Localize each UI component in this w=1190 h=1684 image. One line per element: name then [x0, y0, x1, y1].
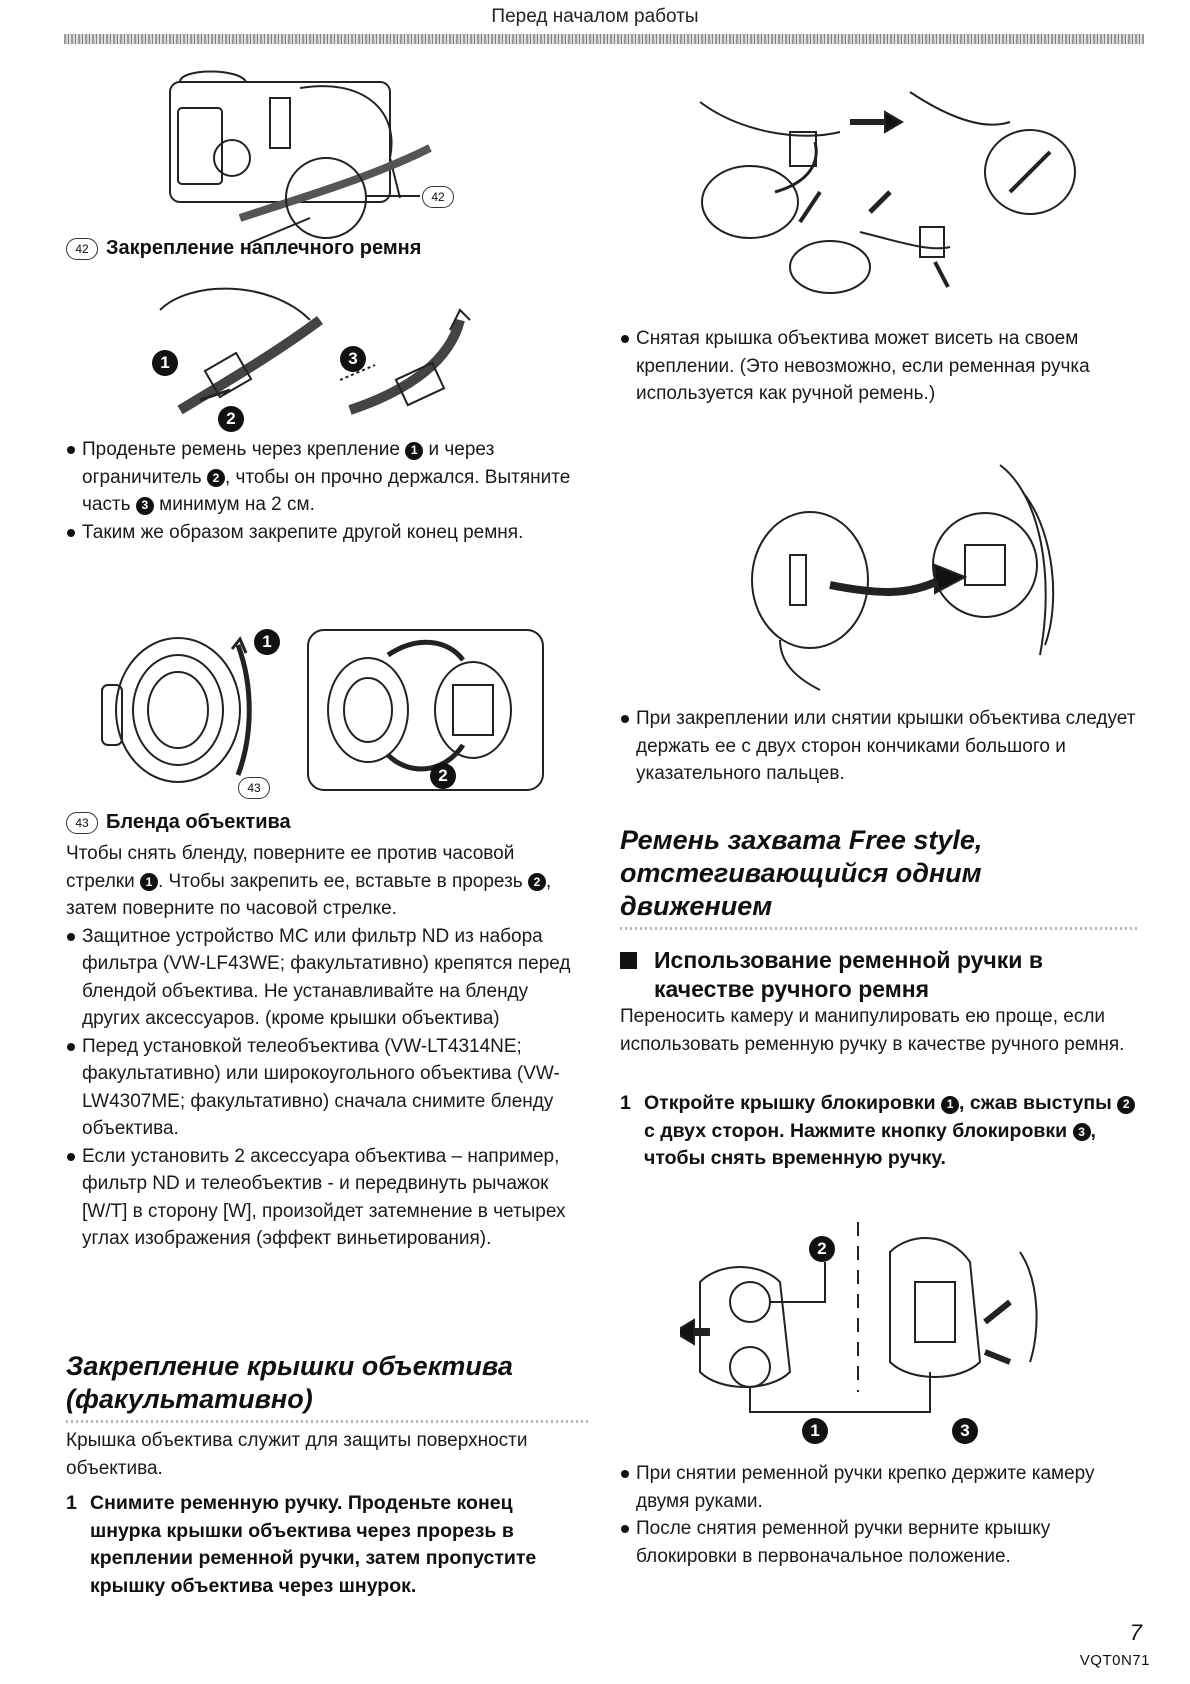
- figure-camera-strap-mount: [150, 68, 530, 248]
- heading-square-marker: [620, 952, 637, 969]
- figure-lens-cap-attach: [740, 455, 1070, 695]
- callout-43: 43: [238, 777, 270, 799]
- model-code: VQT0N71: [1079, 1652, 1150, 1669]
- figure-lens-cap-hanging: [680, 72, 1100, 300]
- cap-hang-bullet: Снятая крышка объектива может висеть на своем креплении. (Это невозможно, если ременная ручка используется как ручной ремень.): [620, 325, 1140, 408]
- lens-cap-intro: Крышка объектива служит для защиты поверхности объектива.: [66, 1430, 528, 1479]
- grip-badge-3: 3: [952, 1418, 978, 1444]
- step-badge-3: 3: [1073, 1123, 1091, 1141]
- hood-badge-2: 2: [430, 763, 456, 789]
- grip-release-notes: [620, 1460, 1140, 1570]
- strap-badge-1: 1: [152, 350, 178, 376]
- hand-strap-heading-text: Использование ременной ручки в качестве ручного ремня: [654, 947, 1043, 1002]
- inline-badge-2: 2: [207, 469, 225, 487]
- lens-cap-step-1: [66, 1490, 588, 1600]
- strap-instructions: [66, 436, 588, 546]
- hand-strap-intro: Переносить камеру и манипулировать ею проще, если использовать ременную ручку в качестве ручного ремня.: [620, 1006, 1125, 1055]
- hood-intro-badge-2: 2: [528, 873, 546, 891]
- header-rule: [64, 34, 1144, 44]
- lens-hood-instructions: [66, 840, 588, 1253]
- cap-hold-bullet: При закреплении или снятии крышки объектива следует держать ее с двух сторон кончиками большого и указательного пальцев.: [620, 705, 1140, 788]
- figure-strap-threading: [150, 280, 510, 430]
- hand-strap-heading: [620, 946, 1140, 1004]
- strap-bullet-2: Таким же образом закрепите другой конец ремня.: [66, 519, 588, 547]
- hand-strap-step-1: [620, 1090, 1140, 1173]
- grip-title-rule: [620, 927, 1140, 930]
- figure-lens-hood: [98, 625, 548, 805]
- caption-43-number: 43: [66, 812, 98, 834]
- cap-hold-note: [620, 705, 1140, 788]
- cap-hang-note: [620, 325, 1140, 408]
- hood-bullet-2: Перед установкой телеобъектива (VW-LT4314NE; факультативно) или широкоугольного объектива (VW-LW4307ME; факультативно) сначала снимите бленду объектива.: [66, 1033, 588, 1143]
- caption-42-number: 42: [66, 238, 98, 260]
- strap-badge-2: 2: [218, 406, 244, 432]
- lens-cap-step-number: 1: [66, 1492, 77, 1514]
- figure-43-caption: [66, 811, 291, 834]
- hood-badge-1: 1: [254, 629, 280, 655]
- final-bullet-2: После снятия ременной ручки верните крышку блокировки в первоначальное положение.: [620, 1515, 1140, 1570]
- hood-intro: Чтобы снять бленду, поверните ее против часовой стрелки 1 . Чтобы закрепить ее, вставьте в прорезь 2 , затем поверните по часовой стрелке.: [66, 843, 552, 919]
- grip-belt-section-title: Ремень захвата Free style, отстегивающийся одним движением: [620, 825, 983, 921]
- grip-badge-2: 2: [809, 1236, 835, 1262]
- hand-strap-step-number: 1: [620, 1092, 631, 1114]
- inline-badge-3: 3: [136, 497, 154, 515]
- callout-42: 42: [422, 186, 454, 208]
- hood-bullet-1: Защитное устройство MC или фильтр ND из набора фильтра (VW-LF43WE; факультативно) крепятся перед блендой объектива. Не устанавливайте на бленду других аксессуаров. (кроме крышки объектива): [66, 923, 588, 1033]
- lens-cap-step-text: Снимите ременную ручку. Проденьте конец шнурка крышки объектива через прорезь в креплении ременной ручки, затем пропустите крышку объектива через шнурок.: [90, 1492, 537, 1597]
- figure-grip-release: [680, 1222, 1100, 1442]
- strap-bullet-1: Проденьте ремень через крепление 1 и через ограничитель 2 , чтобы он прочно держался. Вытяните часть 3 минимум на 2 см.: [66, 436, 588, 519]
- hood-intro-badge-1: 1: [140, 873, 158, 891]
- final-bullet-1: При снятии ременной ручки крепко держите камеру двумя руками.: [620, 1460, 1140, 1515]
- page-number: 7: [1129, 1620, 1142, 1645]
- hood-bullet-3: Если установить 2 аксессуара объектива – например, фильтр ND и телеобъектив - и передвинуть рычажок [W/T] в сторону [W], произойдет затемнение в четырех углах изображения (эффект виньетирования).: [66, 1143, 588, 1253]
- lens-cap-section-title: Закрепление крышки объектива (факультативно): [66, 1351, 513, 1414]
- strap-badge-3: 3: [340, 346, 366, 372]
- lens-cap-title-rule: [66, 1420, 588, 1423]
- caption-43-text: Бленда объектива: [106, 811, 291, 833]
- hand-strap-step-text: Откройте крышку блокировки 1 , сжав выступы 2 с двух сторон. Нажмите кнопку блокировки 3 , чтобы снять временную ручку.: [620, 1090, 1140, 1173]
- inline-badge-1: 1: [405, 442, 423, 460]
- caption-42-text: Закрепление наплечного ремня: [106, 237, 422, 259]
- step-badge-2: 2: [1117, 1096, 1135, 1114]
- figure-42-caption: [66, 237, 421, 260]
- grip-badge-1: 1: [802, 1418, 828, 1444]
- page-header-title: Перед началом работы: [491, 6, 699, 27]
- step-badge-1: 1: [941, 1096, 959, 1114]
